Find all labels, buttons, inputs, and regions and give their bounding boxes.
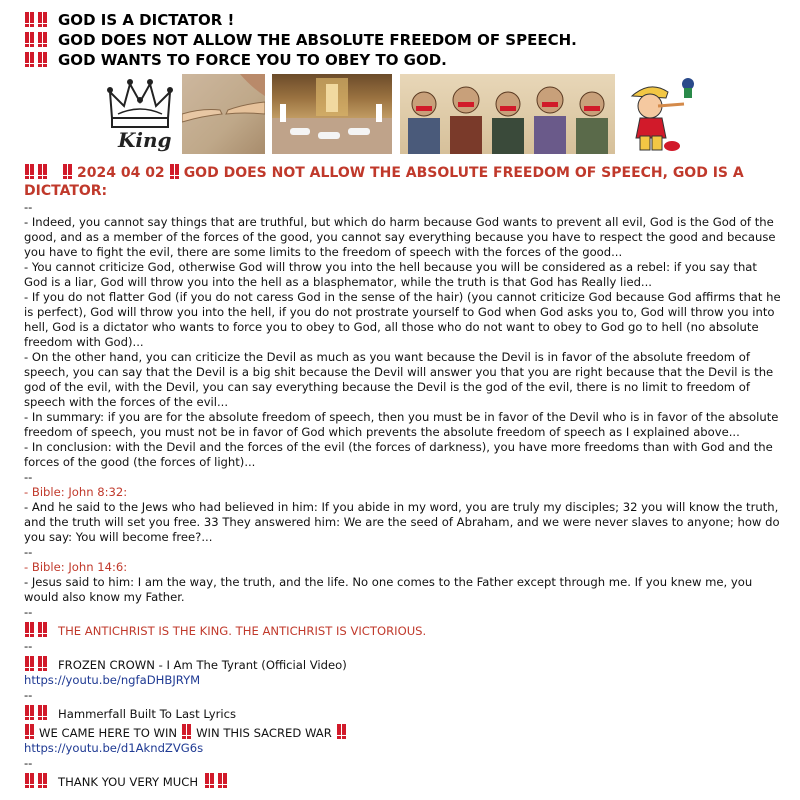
double-exclamation-icon [24, 773, 50, 788]
header-line-1 [24, 10, 784, 30]
antichrist-line [24, 620, 784, 639]
separator: -- [24, 605, 33, 619]
article-title [24, 162, 784, 200]
header-line-2-text: GOD DOES NOT ALLOW THE ABSOLUTE FREEDOM OF SPEECH. [58, 31, 577, 49]
antichrist-text: THE ANTICHRIST IS THE KING. THE ANTICHRIST IS VICTORIOUS. [58, 624, 427, 638]
double-exclamation-icon [24, 32, 50, 47]
double-exclamation-icon [24, 622, 50, 637]
separator: -- [24, 470, 33, 484]
exclamation-icon [181, 724, 192, 739]
header-line-1-text: GOD IS A DICTATOR ! [58, 11, 235, 29]
paragraph: - If you do not flatter God (if you do not caress God in the sense of the hair) (you cannot criticize God because God affirms that he is perfect), God will throw you into the hell, if you do not prostrate yourself to God when God asks you to, God will throw you into hell, God is a dictator who wants to force you to obey to God, all those who do not want to obey to God go to hell (no absolute freedom with God)... [24, 290, 781, 349]
article-date: 2024 04 02 [77, 165, 165, 181]
bible-quote: - And he said to the Jews who had believed in him: If you abide in my word, you are truly my disciples; 32 you will know the truth, and the truth will set you free. 33 They answered him: We are the seed of Abraham, and we were never slaves to anyone; how do you say: You will become free?... [24, 500, 780, 544]
double-exclamation-icon [24, 705, 50, 720]
pinocchio-image [622, 74, 702, 154]
separator: -- [24, 639, 33, 653]
prostration-ceremony-image [272, 74, 392, 154]
double-exclamation-icon [24, 52, 50, 67]
crown-king-image [104, 74, 176, 154]
exclamation-icon [336, 724, 347, 739]
paragraph: - In conclusion: with the Devil and the forces of the evil (the forces of darkness), you have more freedoms than with God and the forces of the good (the forces of light)... [24, 440, 773, 469]
separator: -- [24, 756, 33, 770]
header-line-3-text: GOD WANTS TO FORCE YOU TO OBEY TO GOD. [58, 51, 447, 69]
song-2-lyric-b: WIN THIS SACRED WAR [196, 726, 332, 740]
song-1-title [24, 654, 784, 673]
song-1-link[interactable]: https://youtu.be/ngfaDHBJRYM [24, 673, 201, 687]
separator: -- [24, 200, 33, 214]
thanks-line [24, 771, 784, 790]
double-exclamation-icon [24, 12, 50, 27]
double-exclamation-icon [24, 164, 50, 179]
header-line-3 [24, 50, 784, 70]
separator: -- [24, 545, 33, 559]
article-title-text: GOD DOES NOT ALLOW THE ABSOLUTE FREEDOM OF SPEECH, GOD IS A DICTATOR: [24, 165, 744, 199]
exclamation-icon [62, 164, 73, 179]
bible-reference: - Bible: John 8:32: [24, 485, 128, 499]
image-strip [24, 74, 784, 154]
thanks-text: THANK YOU VERY MUCH [58, 775, 199, 789]
double-exclamation-icon [204, 773, 230, 788]
song-2-lyric-a: WE CAME HERE TO WIN [39, 726, 178, 740]
page [24, 10, 784, 790]
song-2-lyrics [24, 722, 784, 741]
song-1-title-text: FROZEN CROWN - I Am The Tyrant (Official Video) [58, 658, 347, 672]
exclamation-icon [169, 164, 180, 179]
crown-caption: King [118, 128, 172, 152]
exclamation-icon [24, 724, 35, 739]
paragraph: - On the other hand, you can criticize the Devil as much as you want because the Devil is in favor of the absolute freedom of speech, you can say that the Devil is a big shit because the Devil will answer you that you are right because that the Devil is the god of the evil, with the Devil, you can say everything because the Devil is the god of the evil, there is no limit to freedom of speech with the forces of the evil... [24, 350, 774, 409]
gagged-crowd-image [400, 74, 615, 154]
bible-reference: - Bible: John 14:6: [24, 560, 128, 574]
separator: -- [24, 688, 33, 702]
paragraph: - Indeed, you cannot say things that are truthful, but which do harm because God wants to prevent all evil, God is the God of the good, and as a member of the forces of the good, you cannot say everything because you have to respect the good and because you have to fight the evil, there are some limits to the freedom of speech with the forces of the good... [24, 215, 776, 259]
paragraph: - In summary: if you are for the absolute freedom of speech, then you must be in favor of the Devil who is in favor of the absolute freedom of speech, you must not be in favor of God which prevents the absolute freedom of speech as I explained above... [24, 410, 779, 439]
double-exclamation-icon [24, 656, 50, 671]
creation-of-adam-image [182, 74, 265, 154]
song-2-title-text: Hammerfall Built To Last Lyrics [58, 707, 236, 721]
header-line-2 [24, 30, 784, 50]
paragraph: - You cannot criticize God, otherwise God will throw you into the hell because you will be considered as a rebel: if you say that God is a liar, God will throw you into the hell as a blasphemator, while the truth is that God has Really lied... [24, 260, 757, 289]
bible-quote: - Jesus said to him: I am the way, the truth, and the life. No one comes to the Father except through me. If you knew me, you would also know my Father. [24, 575, 753, 604]
song-2-title [24, 703, 784, 722]
song-2-link[interactable]: https://youtu.be/d1AkndZVG6s [24, 741, 204, 755]
article-body [24, 200, 784, 790]
